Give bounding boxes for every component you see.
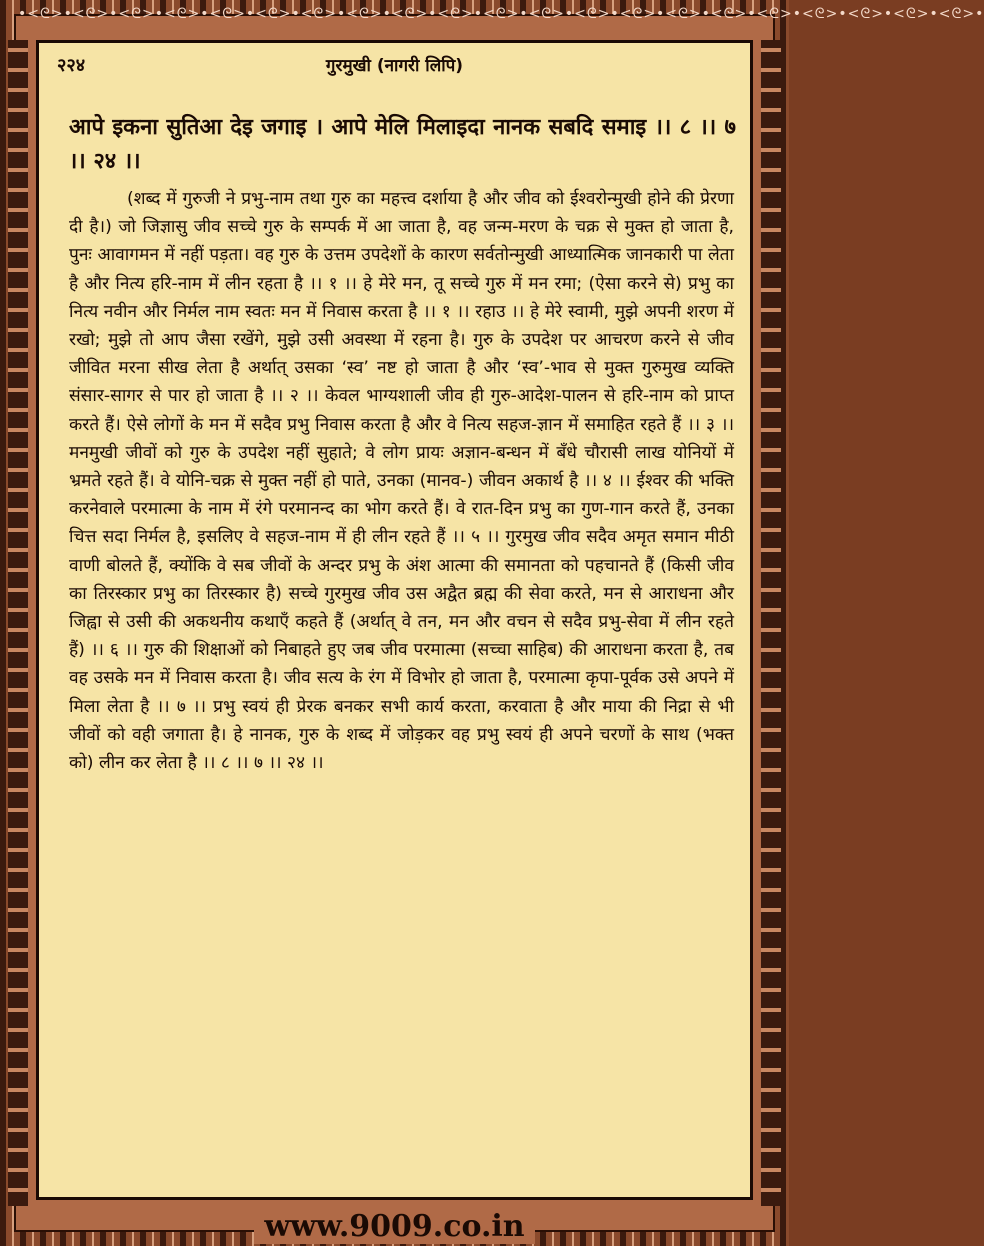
page-title: गुरमुखी (नागरी लिपि) [325,56,464,76]
commentary-text: (शब्द में गुरुजी ने प्रभु-नाम तथा गुरु का महत्त्व दर्शाया है और जीव को ईश्वरोन्मुखी होने की प्रेरणा दी है।) जो जिज्ञासु जीव सच्चे गुरु के सम्पर्क में आ जाता है, वह जन्म-मरण के चक्र से मुक्त हो जाता है, पुनः आवागमन में नहीं पड़ता। वह गुरु के उत्तम उपदेशों के कारण सर्वतोन्मुखी आध्यात्मिक जानकारी पा लेता है और नित्य हरि-नाम में लीन रहता है ।। १ ।। हे मेरे मन, तू सच्चे गुरु में मन रमा; (ऐसा करने से) प्रभु का नित्य नवीन और निर्मल नाम स्वतः मन में निवास करता है ।। १ ।। रहाउ ।। हे मेरे स्वामी, मुझे अपनी शरण में रखो; मुझे तो आप जैसा रखेंगे, मुझे उसी अवस्था में रहना है। गुरु के उपदेश पर आचरण करने से जीव जीवित मरना सीख लेता है अर्थात् उसका ‘स्व’ नष्ट हो जाता है और ‘स्व’-भाव से मुक्त गुरुमुख व्यक्ति संसार-सागर से पार हो जाता है ।। २ ।। केवल भाग्यशाली जीव ही गुरु-आदेश-पालन से हरि-नाम को प्राप्त करते हैं। ऐसे लोगों के मन में सदैव प्रभु निवास करता है और वे नित्य सहज-ज्ञान में समाहित रहते हैं ।। ३ ।। मनमुखी जीवों को गुरु के उपदेश नहीं सुहाते; वे लोग प्रायः अज्ञान-बन्धन में बँधे चौरासी लाख योनियों में भ्रमते रहते हैं। वे योनि-चक्र से मुक्त नहीं हो पाते, उनका (मानव-) जीवन अकार्थ है ।। ४ ।। ईश्वर की भक्ति करनेवाले परमात्मा के नाम में रंगे परमानन्द का भोग करते हैं। वे रात-दिन प्रभु का गुण-गान करते हैं, उनका चित्त सदा निर्मल है, इसलिए वे सहज-नाम में ही लीन रहते हैं ।। ५ ।। गुरमुख जीव सदैव अमृत समान मीठी वाणी बोलते हैं, क्योंकि वे सब जीवों के अन्दर प्रभु के अंश आत्मा की समानता को पहचानते हैं (किसी जीव का तिरस्कार प्रभु का तिरस्कार है) सच्चे गुरमुख जीव उस अद्वैत ब्रह्म की सेवा करते, मन से आराधना और जिह्वा से उसी की अकथनीय कथाएँ कहते हैं (अर्थात् वे तन, मन और वचन से सदैव प्रभु-सेवा में लीन रहते हैं) ।। ६ ।। गुरु की शिक्षाओं को निबाहते हुए जब जीव परमात्मा (सच्चा साहिब) की आराधना करता है, तब वह उसके मन में निवास करता है। जीव सत्य के रंग में विभोर हो जाता है, परमात्मा कृपा-पूर्वक उसे अपने में मिला लेता है ।। ७ ।। प्रभु स्वयं ही प्रेरक बनकर सभी कार्य करता, करवाता है और माया की निद्रा से भी जीवों को वही जगाता है। हे नानक, गुरु के शब्द में जोड़कर वह प्रभु स्वयं ही अपने चरणों के साथ (भक्त को) लीन कर लेता है ।। ८ ।। ७ ।। २४ ।। [69,189,734,774]
border-left-pattern [8,40,28,1206]
page-header [39,43,750,83]
verse-text: आपे इकना सुतिआ देइ जगाइ । आपे मेलि मिलाइदा नानक सबदि समाइ ।। ८ ।। ७ ।। २४ ।। [69,115,736,174]
border-right-pattern [761,40,781,1206]
page-number: २२४ [57,55,86,76]
commentary-paragraph [69,185,734,777]
footer [0,1210,789,1244]
document-page [36,40,753,1200]
border-top-pattern: •<ᘓ>•<ᘓ>•<ᘓ>•<ᘓ>•<ᘓ>•<ᘓ>•<ᘓ>•<ᘓ>•<ᘓ>•<ᘓ>•<ᘓ>•<ᘓ>•<ᘓ>•<ᘓ>•<ᘓ>•<ᘓ>•<ᘓ>•<ᘓ>•<ᘓ>•<ᘓ>•<ᘓ>• [18,6,984,22]
website-link[interactable]: www.9009.co.in [254,1210,534,1244]
